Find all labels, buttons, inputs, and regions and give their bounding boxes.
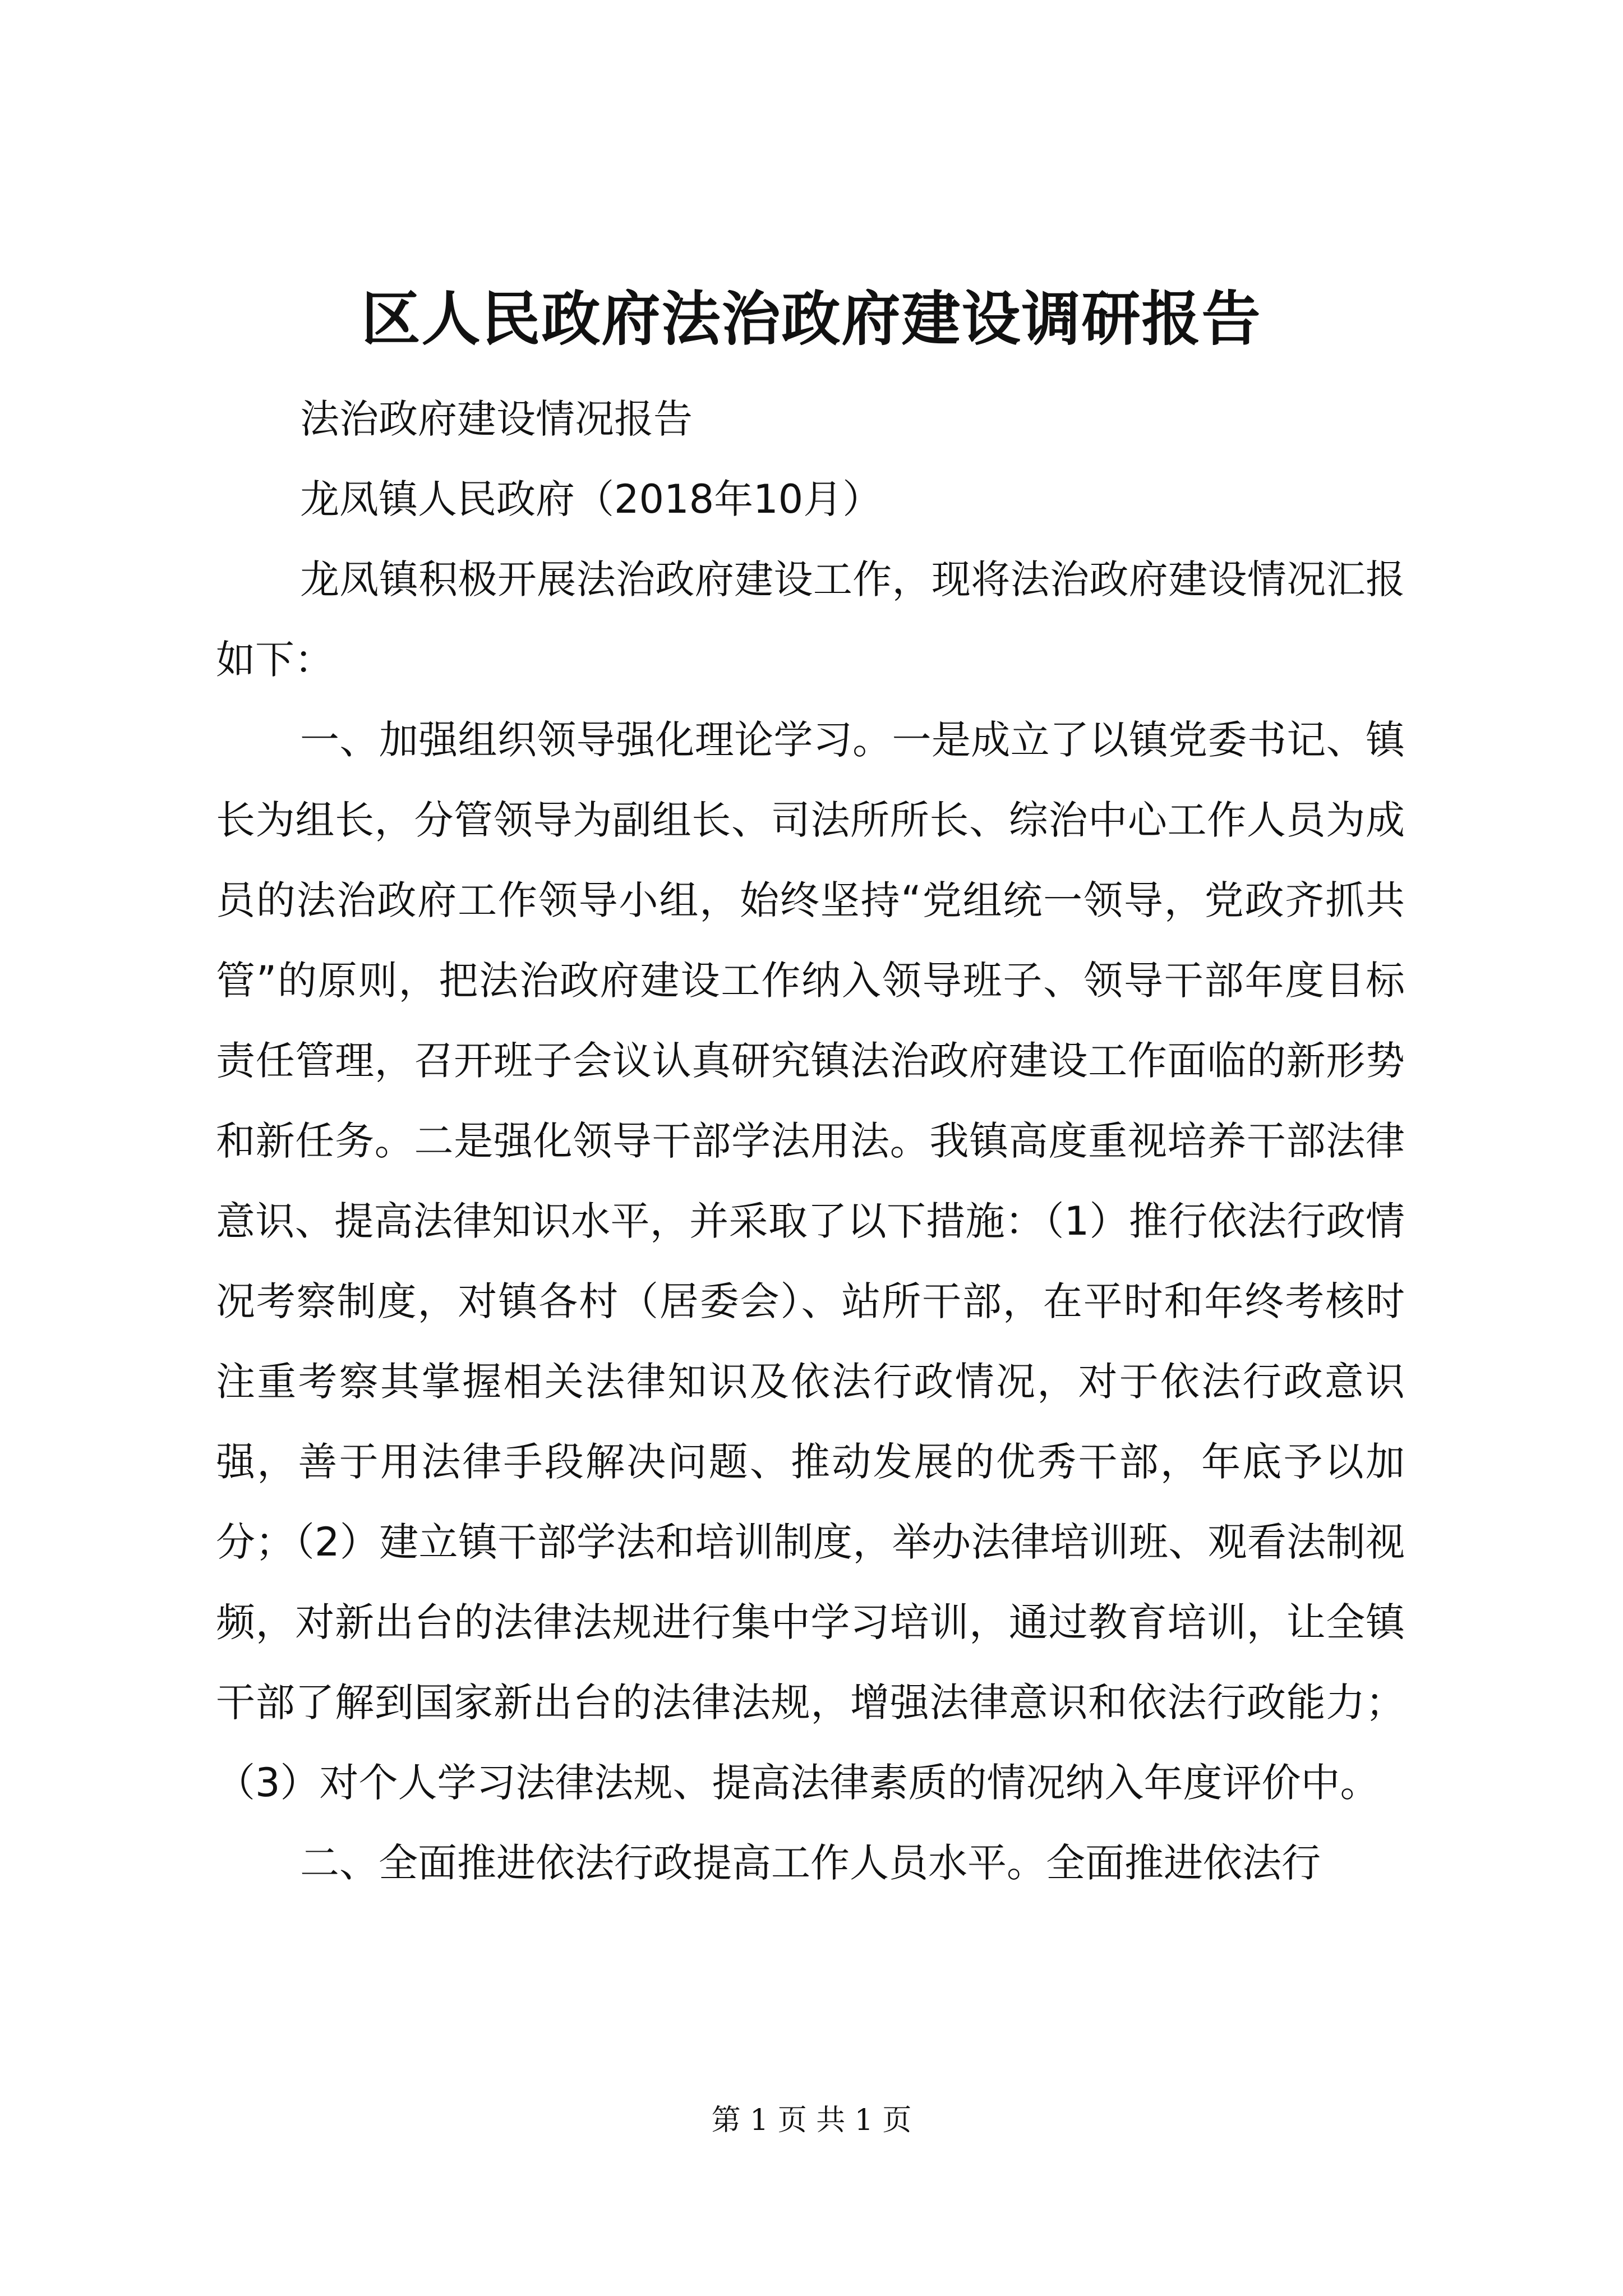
section-two-paragraph: 二、全面推进依法行政提高工作人员水平。全面推进依法行 [300, 1840, 1321, 1886]
intro-paragraph: 龙凤镇积极开展法治政府建设工作，现将法治政府建设情况汇报如下： [216, 556, 1405, 683]
subtitle-paragraph: 法治政府建设情况报告 [300, 396, 693, 442]
section-one-paragraph: 一、加强组织领导强化理论学习。一是成立了以镇党委书记、镇长为组长，分管领导为副组长、司法所所长、综治中心工作人员为成员的法治政府工作领导小组，始终坚持“党组统一领导，党政齐抓共管”的原则，把法治政府建设工作纳入领导班子、领导干部年度目标责任管理，召开班子会议认真研究镇法治政府建设工作面临的新形势和新任务。二是强化领导干部学法用法。我镇高度重视培养干部法律意识、提高法律知识水平，并采取了以下措施：（1）推行依法行政情况考察制度，对镇各村（居委会）、站所干部，在平时和年终考核时注重考察其掌握相关法律知识及依法行政情况，对于依法行政意识强，善于用法律手段解决问题、推动发展的优秀干部，年底予以加分；（2）建立镇干部学法和培训制度，举办法律培训班、观看法制视频，对新出台的法律法规进行集中学习培训，通过教育培训，让全镇干部了解到国家新出台的法律法规，增强法律意识和依法行政能力；（3）对个人学习法律法规、提高法律素质的情况纳入年度评价中。 [216, 717, 1405, 1806]
author-date-paragraph: 龙凤镇人民政府（2018年10月） [300, 476, 882, 522]
page-number-footer: 第 1 页 共 1 页 [711, 2104, 912, 2137]
document-title: 区人民政府法治政府建设调研报告 [361, 284, 1262, 353]
document-body [216, 379, 1405, 1903]
